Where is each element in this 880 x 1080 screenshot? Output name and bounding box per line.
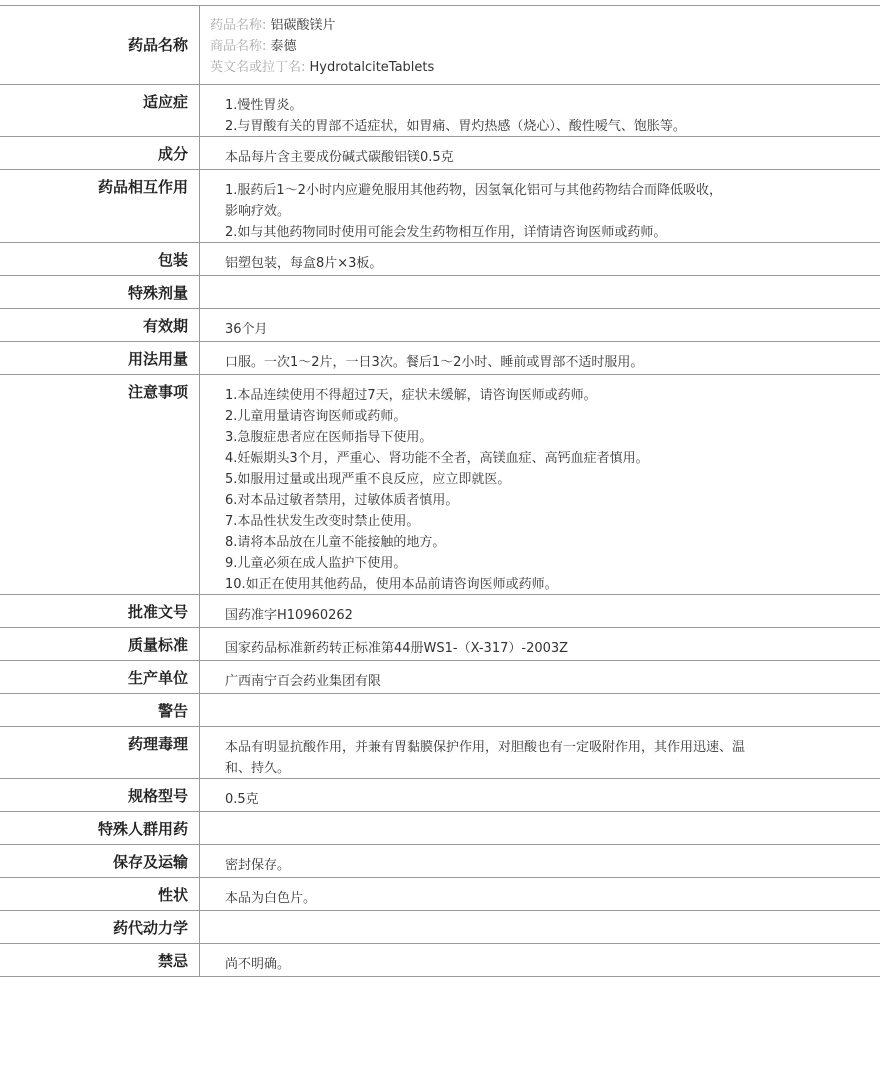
value-line: 2.与胃酸有关的胃部不适症状，如胃痛、胃灼热感（烧心）、酸性嗳气、饱胀等。 (225, 119, 686, 134)
row-value (200, 727, 880, 778)
row-precautions (0, 375, 880, 595)
row-pharmacokinetics (0, 911, 880, 944)
trade-name-key: 商品名称: (210, 39, 267, 54)
row-label: 保存及运输 (0, 845, 200, 877)
row-label: 药品名称 (0, 6, 200, 84)
value-line: 7.本品性状发生改变时禁止使用。 (225, 514, 420, 529)
value-line: 4.妊娠期头3个月，严重心、肾功能不全者，高镁血症、高钙血症者慎用。 (225, 451, 649, 466)
row-value (200, 85, 880, 136)
drug-names-value (200, 6, 880, 84)
latin-name-key: 英文名或拉丁名: (210, 60, 306, 75)
row-indications (0, 85, 880, 137)
row-value (200, 276, 880, 308)
row-approval (0, 595, 880, 628)
row-value (200, 694, 880, 726)
row-drug-names (0, 6, 880, 85)
row-ingredients (0, 137, 880, 170)
row-value (200, 911, 880, 943)
value-line: 口服。一次1～2片，一日3次。餐后1～2小时、睡前或胃部不适时服用。 (225, 355, 644, 370)
row-standard (0, 628, 880, 661)
value-line: 5.如服用过量或出现严重不良反应，应立即就医。 (225, 472, 511, 487)
row-label: 警告 (0, 694, 200, 726)
row-value (200, 595, 880, 627)
value-line: 36个月 (225, 322, 268, 337)
row-label: 质量标准 (0, 628, 200, 660)
row-warning (0, 694, 880, 727)
row-value (200, 878, 880, 910)
row-value (200, 309, 880, 341)
value-line: 密封保存。 (225, 858, 291, 873)
trade-name-value: 泰德 (270, 39, 297, 54)
value-line: 铝塑包装，每盒8片×3板。 (225, 256, 383, 271)
row-value (200, 243, 880, 275)
row-value (200, 661, 880, 693)
row-value (200, 779, 880, 811)
row-manufacturer (0, 661, 880, 694)
latin-name-line (210, 57, 880, 78)
value-line: 2.如与其他药物同时使用可能会发生药物相互作用，详情请咨询医师或药师。 (225, 225, 667, 240)
row-storage (0, 845, 880, 878)
row-contraindications (0, 944, 880, 977)
value-line: 本品每片含主要成份碱式碳酸铝镁0.5克 (225, 150, 454, 165)
row-pharmacology (0, 727, 880, 779)
row-label: 适应症 (0, 85, 200, 136)
row-label: 有效期 (0, 309, 200, 341)
row-value (200, 342, 880, 374)
row-label: 禁忌 (0, 944, 200, 976)
value-line: 3.急腹症患者应在医师指导下使用。 (225, 430, 433, 445)
row-label: 注意事项 (0, 375, 200, 594)
row-label: 特殊剂量 (0, 276, 200, 308)
row-appearance (0, 878, 880, 911)
value-line: 尚不明确。 (225, 957, 291, 972)
row-spec (0, 779, 880, 812)
row-label: 成分 (0, 137, 200, 169)
row-packaging (0, 243, 880, 276)
row-special-population (0, 812, 880, 845)
value-line: 8.请将本品放在儿童不能接触的地方。 (225, 535, 446, 550)
row-shelf-life (0, 309, 880, 342)
value-line: 国家药品标准新药转正标准第44册WS1-（X-317）-2003Z (225, 641, 569, 656)
value-line: 1.本品连续使用不得超过7天，症状未缓解，请咨询医师或药师。 (225, 388, 597, 403)
generic-name-key: 药品名称: (210, 18, 267, 33)
value-line: 影响疗效。 (225, 204, 291, 219)
trade-name-line (210, 36, 880, 57)
row-label: 用法用量 (0, 342, 200, 374)
row-label: 规格型号 (0, 779, 200, 811)
row-label: 药品相互作用 (0, 170, 200, 242)
row-special-dosage (0, 276, 880, 309)
row-label: 批准文号 (0, 595, 200, 627)
value-line: 10.如正在使用其他药品，使用本品前请咨询医师或药师。 (225, 577, 558, 592)
row-label: 生产单位 (0, 661, 200, 693)
value-line: 9.儿童必须在成人监护下使用。 (225, 556, 407, 571)
row-label: 性状 (0, 878, 200, 910)
value-line: 国药准字H10960262 (225, 608, 353, 623)
row-usage (0, 342, 880, 375)
row-value (200, 944, 880, 976)
row-label: 包装 (0, 243, 200, 275)
value-line: 0.5克 (225, 792, 259, 807)
value-line: 本品有明显抗酸作用，并兼有胃黏膜保护作用，对胆酸也有一定吸附作用，其作用迅速、温 (225, 740, 746, 755)
generic-name-line (210, 15, 880, 36)
row-value (200, 812, 880, 844)
row-value (200, 137, 880, 169)
row-value (200, 845, 880, 877)
value-line: 广西南宁百会药业集团有限 (225, 674, 382, 689)
value-line: 6.对本品过敏者禁用，过敏体质者慎用。 (225, 493, 459, 508)
value-line: 和、持久。 (225, 761, 291, 776)
value-line: 2.儿童用量请咨询医师或药师。 (225, 409, 407, 424)
value-line: 1.慢性胃炎。 (225, 98, 303, 113)
row-label: 药代动力学 (0, 911, 200, 943)
row-value (200, 375, 880, 594)
value-line: 本品为白色片。 (225, 891, 317, 906)
row-value (200, 170, 880, 242)
row-interactions (0, 170, 880, 243)
latin-name-value: HydrotalciteTablets (309, 60, 435, 75)
row-label: 药理毒理 (0, 727, 200, 778)
row-label: 特殊人群用药 (0, 812, 200, 844)
row-value (200, 628, 880, 660)
value-line: 1.服药后1～2小时内应避免服用其他药物，因氢氧化铝可与其他药物结合而降低吸收， (225, 183, 722, 198)
drug-info-table (0, 5, 880, 977)
generic-name-value: 铝碳酸镁片 (270, 18, 336, 33)
